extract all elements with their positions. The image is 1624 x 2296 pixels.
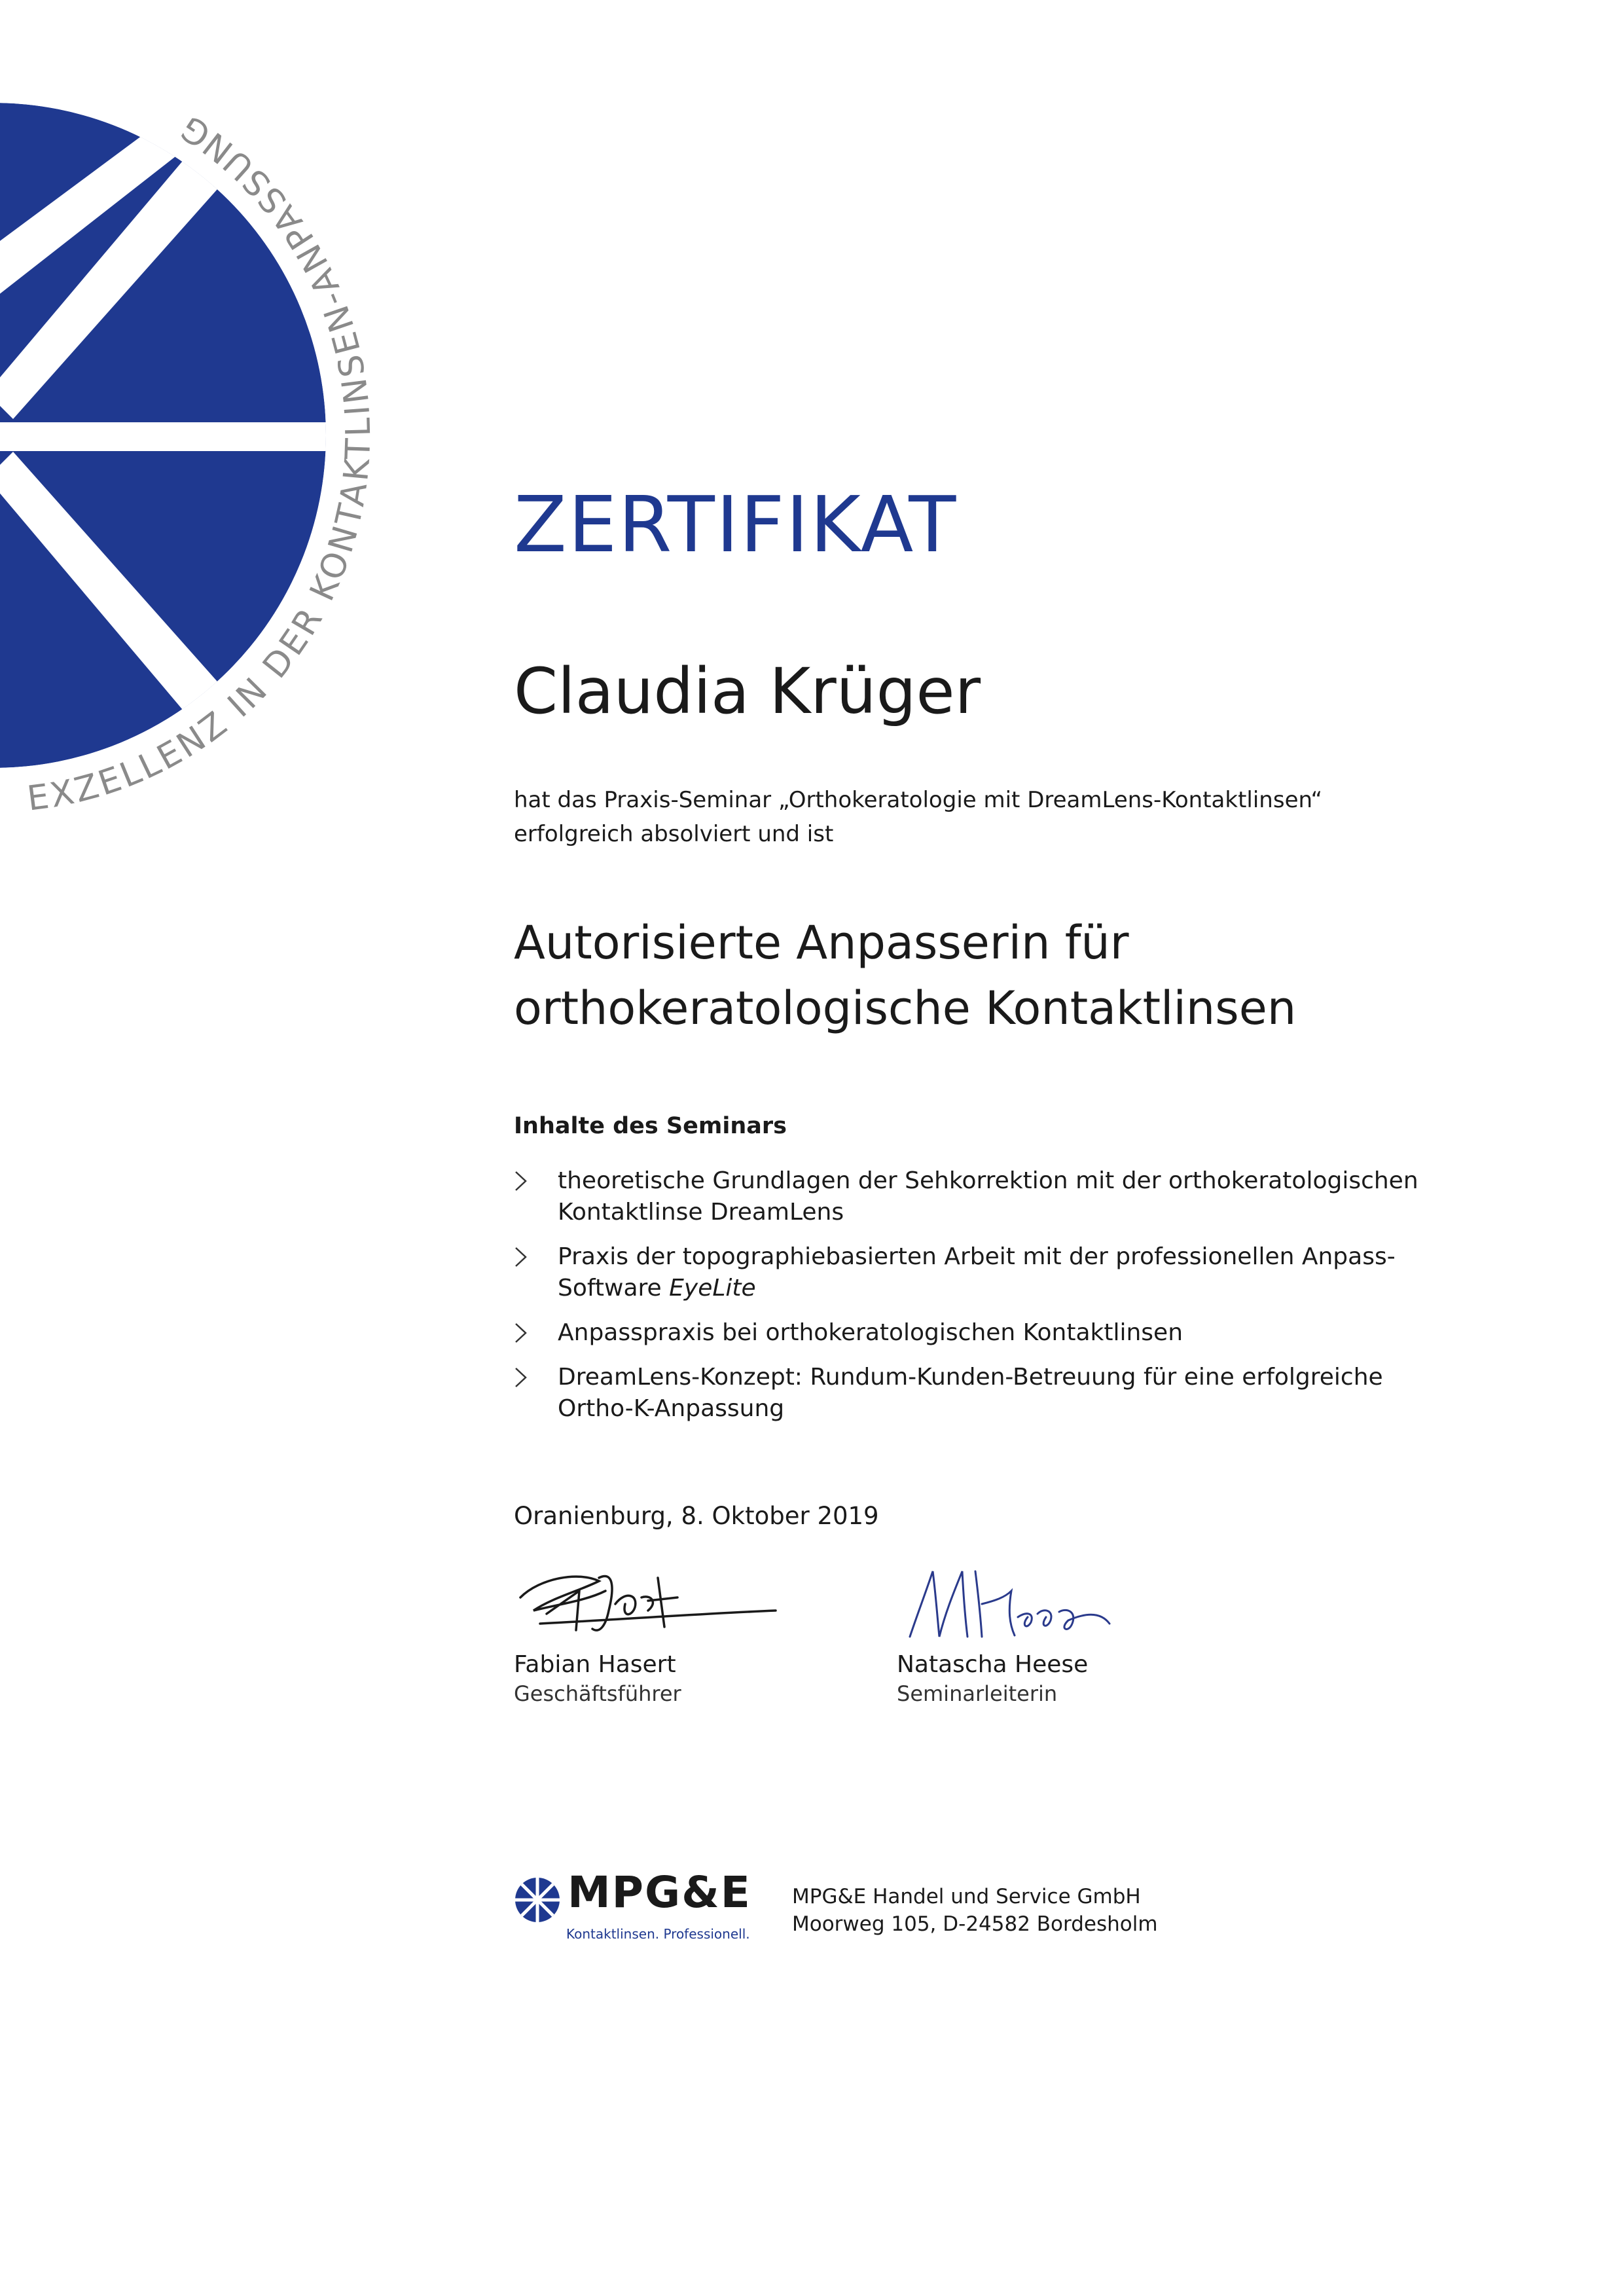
seminar-topic <box>514 1317 1496 1349</box>
company-address <box>792 1883 1158 1938</box>
topic-line <box>558 1273 1496 1304</box>
company-logo <box>514 1867 763 1946</box>
topic-line: Praxis der topographiebasierten Arbeit mit der professionellen Anpass- <box>558 1243 1396 1270</box>
signer-name: Natascha Heese <box>897 1651 1089 1678</box>
topic-line-prefix: Software <box>558 1275 670 1302</box>
topic-line: Kontaktlinse DreamLens <box>558 1199 844 1226</box>
company-logo-text: MPG&E <box>568 1867 751 1918</box>
handwritten-signature <box>897 1552 1211 1650</box>
chevron-right-icon <box>514 1245 528 1269</box>
topic-line: Anpasspraxis bei orthokeratologischen Kontaktlinsen <box>558 1319 1183 1346</box>
emblem-disc <box>0 86 353 773</box>
seminar-topic <box>514 1241 1496 1304</box>
place-and-date: Oranienburg, 8. Oktober 2019 <box>514 1502 879 1530</box>
topic-line: theoretische Grundlagen der Sehkorrektion mit der orthokeratologischen <box>558 1167 1418 1194</box>
certificate-emblem <box>0 0 458 871</box>
seminar-contents-heading: Inhalte des Seminars <box>514 1113 787 1139</box>
seminar-topic <box>514 1165 1496 1228</box>
recipient-name: Claudia Krüger <box>514 655 981 728</box>
chevron-right-icon <box>514 1366 528 1389</box>
intro-line: hat das Praxis-Seminar „Orthokeratologie mit DreamLens-Kontaktlinsen“ <box>514 787 1323 813</box>
intro-line: erfolgreich absolviert und ist <box>514 821 834 847</box>
certificate-intro <box>514 783 1322 851</box>
certificate-title: ZERTIFIKAT <box>514 479 958 570</box>
emblem-ring-text: EXZELLENZ IN DER KONTAKTLINSEN-ANPASSUNG <box>25 106 379 819</box>
company-tagline: Kontaktlinsen. Professionell. <box>566 1926 750 1942</box>
signature-block <box>897 1552 1237 1707</box>
company-name: MPG&E Handel und Service GmbH <box>792 1885 1141 1908</box>
company-street: Moorweg 105, D-24582 Bordesholm <box>792 1912 1158 1936</box>
chevron-right-icon <box>514 1321 528 1345</box>
signer-role: Seminarleiterin <box>897 1681 1058 1706</box>
signature-block <box>501 1552 841 1707</box>
seminar-topic-list <box>514 1165 1496 1425</box>
software-name: EyeLite <box>669 1275 756 1302</box>
seminar-topic <box>514 1362 1496 1425</box>
qualification-line: orthokeratologische Kontaktlinsen <box>514 981 1297 1035</box>
qualification-line: Autorisierte Anpasserin für <box>514 916 1129 970</box>
topic-line: DreamLens-Konzept: Rundum-Kunden-Betreuung für eine erfolgreiche <box>558 1364 1383 1391</box>
company-logo-mark-icon <box>514 1876 561 1923</box>
chevron-right-icon <box>514 1169 528 1193</box>
certificate-footer <box>514 1867 1561 1952</box>
signer-role: Geschäftsführer <box>514 1681 681 1706</box>
qualification-title <box>514 910 1296 1041</box>
handwritten-signature <box>501 1552 815 1650</box>
signer-name: Fabian Hasert <box>514 1651 676 1678</box>
topic-line: Ortho-K-Anpassung <box>558 1395 785 1422</box>
